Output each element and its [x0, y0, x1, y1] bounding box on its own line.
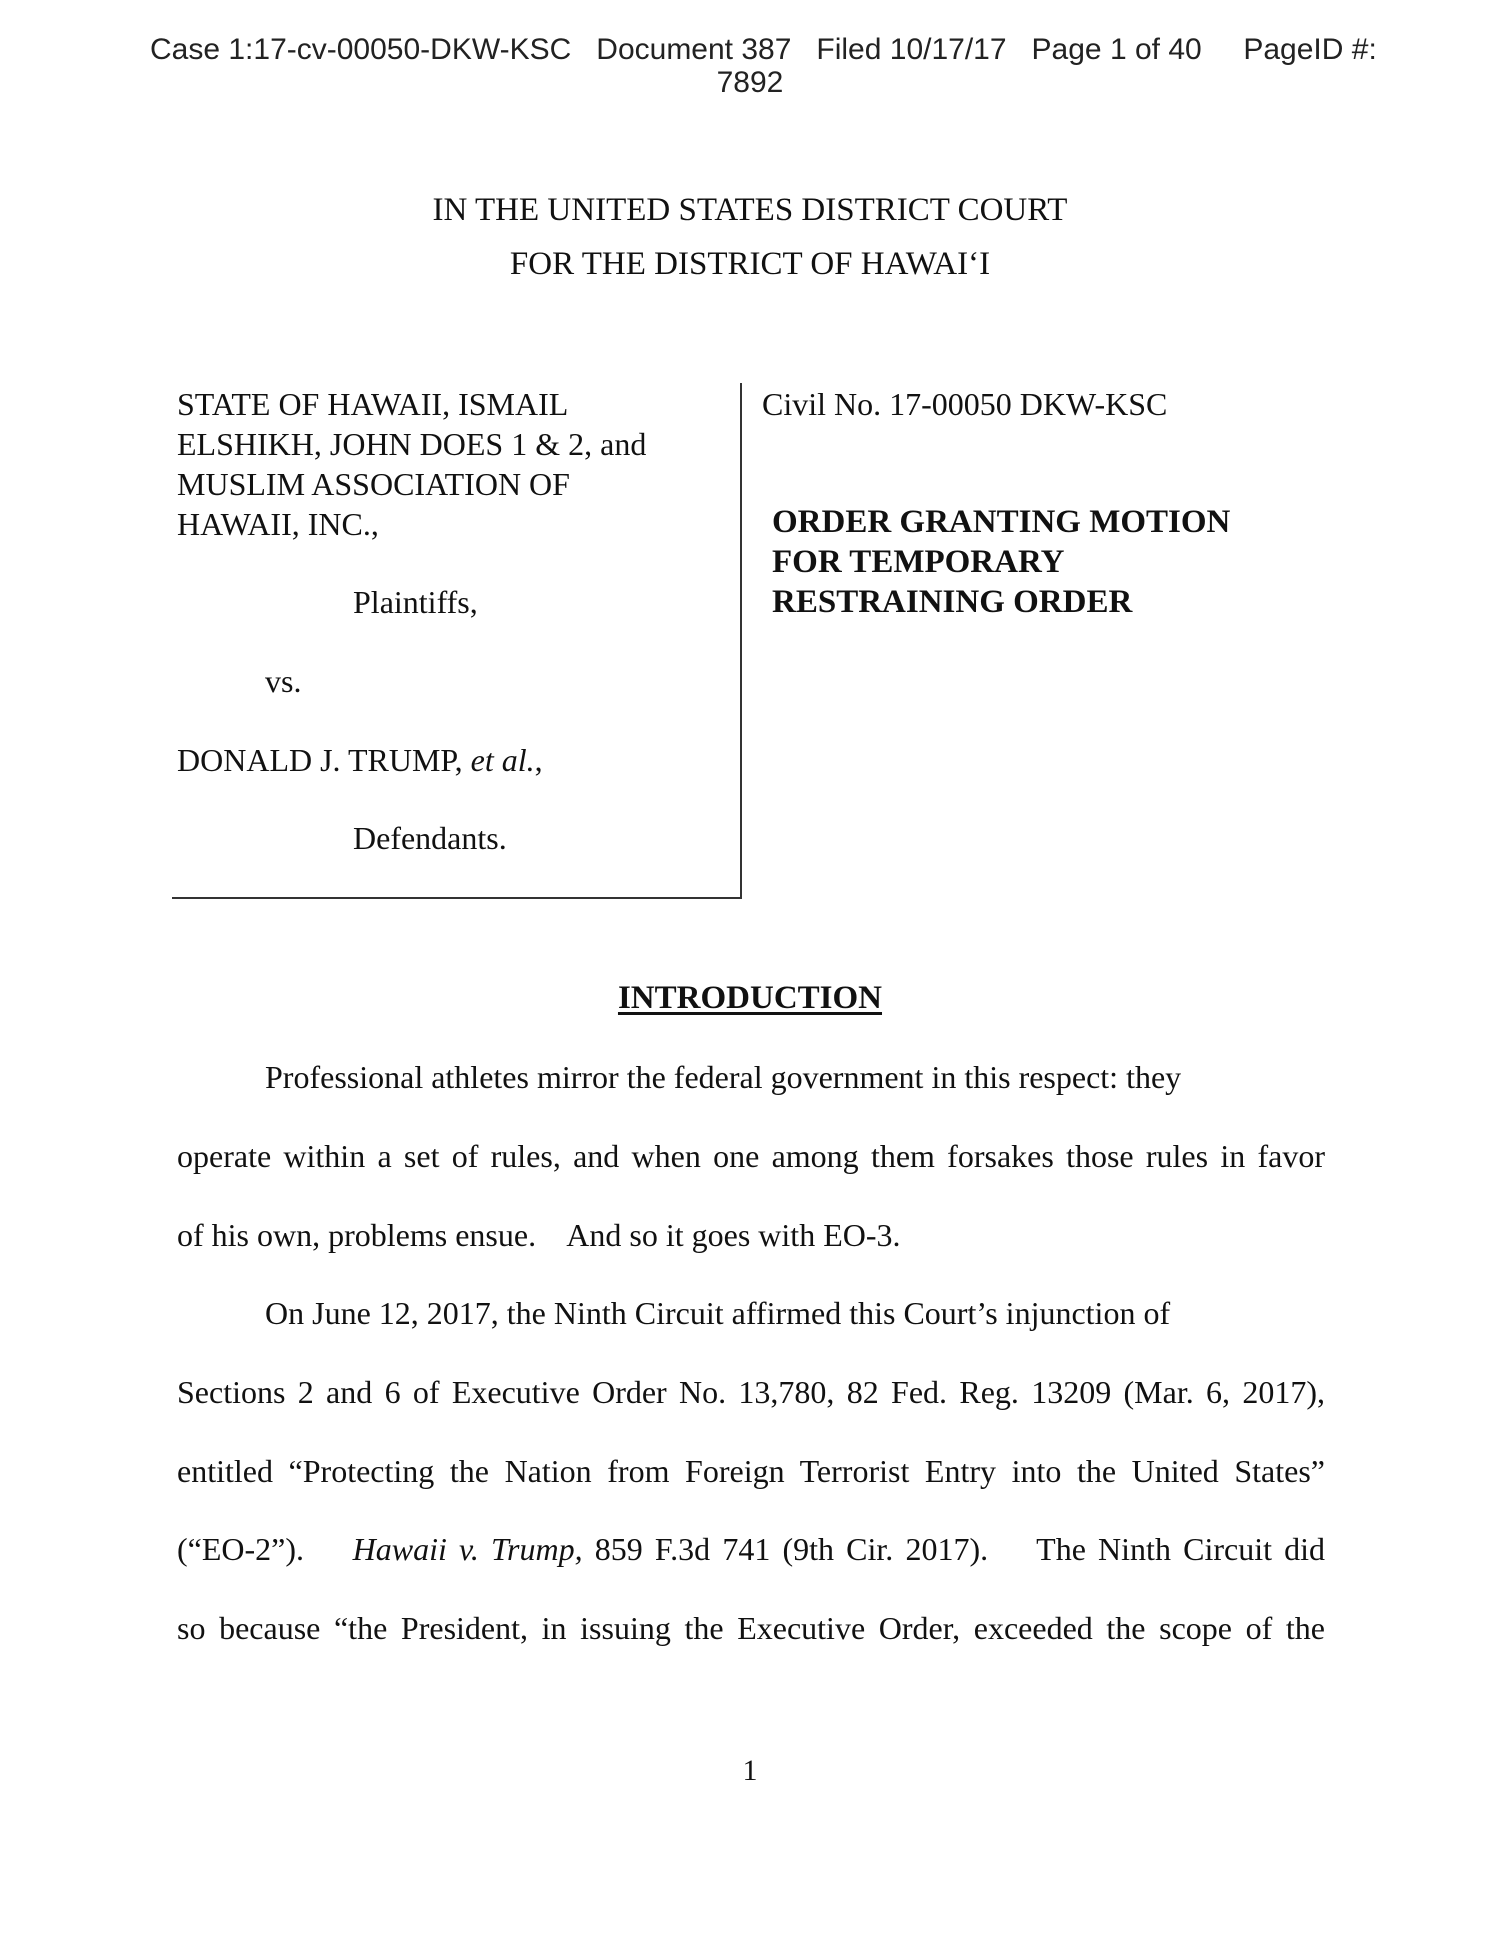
defendant-name-suffix: , — [534, 742, 543, 778]
body-line — [177, 1529, 1325, 1569]
body-line: operate within a set of rules, and when one among them forsakes those rules in favor — [177, 1138, 1325, 1174]
plaintiff-parties — [177, 384, 646, 544]
order-title — [772, 502, 1230, 622]
plaintiff-party-line: HAWAII, INC., — [177, 506, 379, 542]
order-title-line: FOR TEMPORARY — [772, 544, 1065, 580]
caption-vertical-rule — [740, 383, 742, 898]
plaintiffs-label: Plaintiffs, — [353, 584, 478, 620]
body-line: of his own, problems ensue. And so it goes with EO-3. — [177, 1217, 901, 1253]
defendants-label: Defendants. — [353, 820, 507, 856]
defendant-name — [177, 740, 543, 780]
introduction-heading: INTRODUCTION — [617, 980, 883, 1016]
plaintiff-party-line: ELSHIKH, JOHN DOES 1 & 2, and — [177, 426, 647, 462]
plaintiff-party-line: STATE OF HAWAII, ISMAIL — [177, 386, 569, 422]
case-citation-name: Hawaii v. Trump, — [352, 1531, 583, 1567]
body-line: so because “the President, in issuing the Executive Order, exceeded the scope of the — [177, 1610, 1325, 1646]
civil-case-number: Civil No. 17-00050 DKW-KSC — [762, 386, 1168, 422]
body-line-part: 859 F.3d 741 (9th Cir. 2017). The Ninth Circuit did — [582, 1531, 1326, 1567]
page-number: 1 — [742, 1754, 758, 1787]
body-line-part: (“EO-2”). — [177, 1531, 353, 1567]
court-title-line-2: FOR THE DISTRICT OF HAWAI‘I — [509, 246, 991, 282]
vs-label: vs. — [265, 663, 302, 699]
plaintiff-party-line: MUSLIM ASSOCIATION OF — [177, 466, 570, 502]
body-line: Professional athletes mirror the federal government in this respect: they — [265, 1059, 1182, 1095]
order-title-line: ORDER GRANTING MOTION — [772, 504, 1231, 540]
ecf-header-line-1: Case 1:17-cv-00050-DKW-KSC Document 387 Filed 10/17/17 Page 1 of 40 PageID #: — [150, 33, 1377, 66]
body-line: On June 12, 2017, the Ninth Circuit affirmed this Court’s injunction of — [265, 1295, 1171, 1331]
defendant-name-text: DONALD J. TRUMP, — [177, 742, 471, 778]
court-title-line-1: IN THE UNITED STATES DISTRICT COURT — [432, 192, 1068, 228]
body-line: Sections 2 and 6 of Executive Order No. 13,780, 82 Fed. Reg. 13209 (Mar. 6, 2017), — [177, 1374, 1325, 1410]
caption-horizontal-rule — [172, 897, 742, 899]
body-line: entitled “Protecting the Nation from Foreign Terrorist Entry into the United States” — [177, 1453, 1325, 1489]
defendant-et-al: et al. — [470, 742, 535, 778]
ecf-header-line-2: 7892 — [716, 66, 784, 99]
order-title-line: RESTRAINING ORDER — [772, 584, 1133, 620]
